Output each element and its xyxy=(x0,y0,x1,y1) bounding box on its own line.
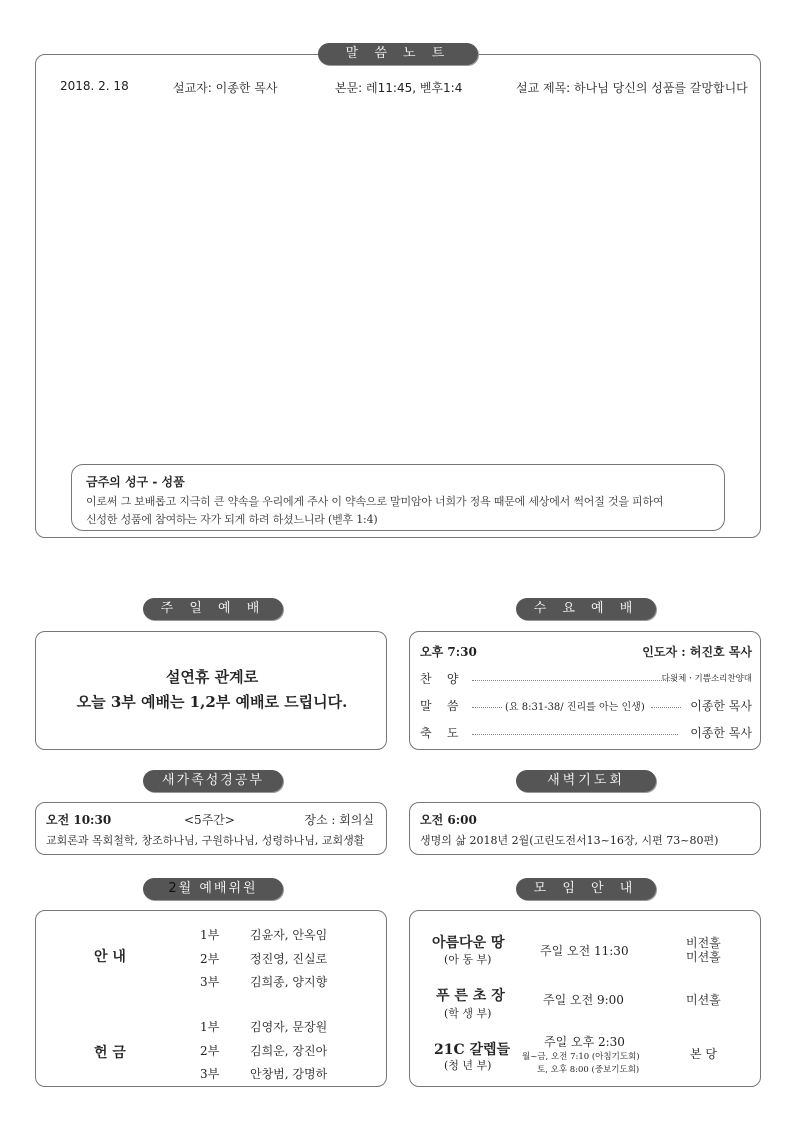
weekly-verse-title: 금주의 성구 - 성품 xyxy=(86,475,185,489)
wednesday-leader: 인도자 : 허진호 목사 xyxy=(642,645,752,659)
staff-names: 정진영, 진실로 xyxy=(250,952,328,966)
meeting-name: 푸 른 초 장 xyxy=(436,988,505,1004)
family-bible-title: 새가족성경공부 xyxy=(143,770,283,792)
meeting-time: 주일 오전 11:30 xyxy=(540,944,629,958)
wednesday-row-label: 말 씀 xyxy=(420,699,459,713)
dotted-leader xyxy=(472,707,502,708)
dawn-prayer-box xyxy=(409,802,761,855)
wednesday-row-middle: (요 8:31-38/ 진리를 아는 인생) xyxy=(505,702,645,713)
sunday-notice-line2: 오늘 3부 예배는 1,2부 예배로 드립니다. xyxy=(76,693,348,711)
meeting-time-detail: 월~금, 오전 7:10 (아침기도회) xyxy=(522,1052,640,1062)
wednesday-row-value: 이종한 목사 xyxy=(690,726,752,740)
staff-part: 2부 xyxy=(200,952,220,966)
family-bible-box xyxy=(35,802,387,855)
meeting-sub: (청 년 부) xyxy=(444,1059,492,1072)
staff-names: 안창범, 강명하 xyxy=(250,1067,328,1081)
worship-staff-label: 월 예배위원 xyxy=(178,881,258,896)
sermon-note-title: 말 씀 노 트 xyxy=(318,43,478,65)
meeting-sub: (아 동 부) xyxy=(444,953,492,966)
wednesday-worship-title: 수 요 예 배 xyxy=(516,598,656,620)
meeting-name: 21C 갈렙들 xyxy=(434,1042,511,1058)
meeting-time: 주일 오전 9:00 xyxy=(543,993,624,1007)
worship-staff-month: 2 xyxy=(168,881,179,896)
dotted-leader xyxy=(472,734,678,735)
wednesday-row-value: 다윗체ㆍ기쁨소리찬양대 xyxy=(661,674,752,684)
staff-names: 김윤자, 안옥임 xyxy=(250,928,328,942)
sermon-title: 설교 제목: 하나님 당신의 성품를 갈망합니다 xyxy=(516,81,748,95)
meeting-place: 미션홀 xyxy=(686,950,721,964)
staff-names: 김희운, 장진아 xyxy=(250,1044,328,1058)
sermon-preacher: 설교자: 이종한 목사 xyxy=(173,81,278,95)
dawn-prayer-text: 생명의 삶 2018년 2월(고린도전서13~16장, 시편 73~80편) xyxy=(420,834,719,847)
weekly-verse-line2: 신성한 성품에 참여하는 자가 되게 하려 하셨느니라 (벧후 1:4) xyxy=(86,513,378,526)
sunday-notice-line1: 설연휴 관계로 xyxy=(165,668,259,686)
sunday-worship-title: 주 일 예 배 xyxy=(143,598,283,620)
meetings-box xyxy=(409,910,761,1087)
weekly-verse-line1: 이로써 그 보배롭고 지극히 큰 약속을 우리에게 주사 이 약속으로 말미암아 너희가 정욕 때문에 세상에서 썩어질 것을 피하여 xyxy=(86,495,664,508)
staff-group-name: 안 내 xyxy=(94,949,126,965)
wednesday-row-value: 이종한 목사 xyxy=(690,699,752,713)
meeting-name: 아름다운 땅 xyxy=(432,935,505,951)
family-bible-place: 장소 : 회의실 xyxy=(304,813,374,827)
dotted-leader xyxy=(651,707,681,708)
worship-staff-title xyxy=(143,878,283,900)
meeting-place: 비전홀 xyxy=(686,936,721,950)
dawn-prayer-time: 오전 6:00 xyxy=(420,813,477,827)
wednesday-time: 오후 7:30 xyxy=(420,645,477,659)
wednesday-row-label: 축 도 xyxy=(420,726,459,740)
sermon-date: 2018. 2. 18 xyxy=(60,79,129,93)
sermon-scripture: 본문: 레11:45, 벧후1:4 xyxy=(335,81,463,95)
meeting-place: 본 당 xyxy=(690,1047,717,1061)
worship-staff-box xyxy=(35,910,387,1087)
sunday-worship-box xyxy=(35,631,387,750)
dawn-prayer-title: 새벽기도회 xyxy=(516,770,656,792)
staff-part: 3부 xyxy=(200,975,220,989)
staff-names: 김희종, 양지향 xyxy=(250,975,328,989)
meeting-time: 주일 오후 2:30 xyxy=(544,1035,625,1049)
weekly-verse-box xyxy=(71,464,725,531)
staff-names: 김영자, 문장원 xyxy=(250,1020,328,1034)
wednesday-worship-box xyxy=(409,631,761,750)
staff-part: 2부 xyxy=(200,1044,220,1058)
staff-part: 1부 xyxy=(200,928,220,942)
family-bible-time: 오전 10:30 xyxy=(46,813,112,827)
staff-part: 3부 xyxy=(200,1067,220,1081)
family-bible-weeks: <5주간> xyxy=(184,813,235,827)
wednesday-row-label: 찬 양 xyxy=(420,672,459,686)
staff-group-name: 헌 금 xyxy=(94,1045,126,1061)
meeting-place: 미션홀 xyxy=(686,993,721,1007)
staff-part: 1부 xyxy=(200,1020,220,1034)
meeting-sub: (학 생 부) xyxy=(444,1007,492,1020)
dotted-leader xyxy=(472,680,676,681)
meetings-title: 모 임 안 내 xyxy=(516,878,656,900)
meeting-time-detail: 토, 오후 8:00 (중보기도회) xyxy=(537,1065,640,1075)
family-bible-topics: 교회론과 목회철학, 창조하나님, 구원하나님, 성령하나님, 교회생활 xyxy=(46,834,365,847)
